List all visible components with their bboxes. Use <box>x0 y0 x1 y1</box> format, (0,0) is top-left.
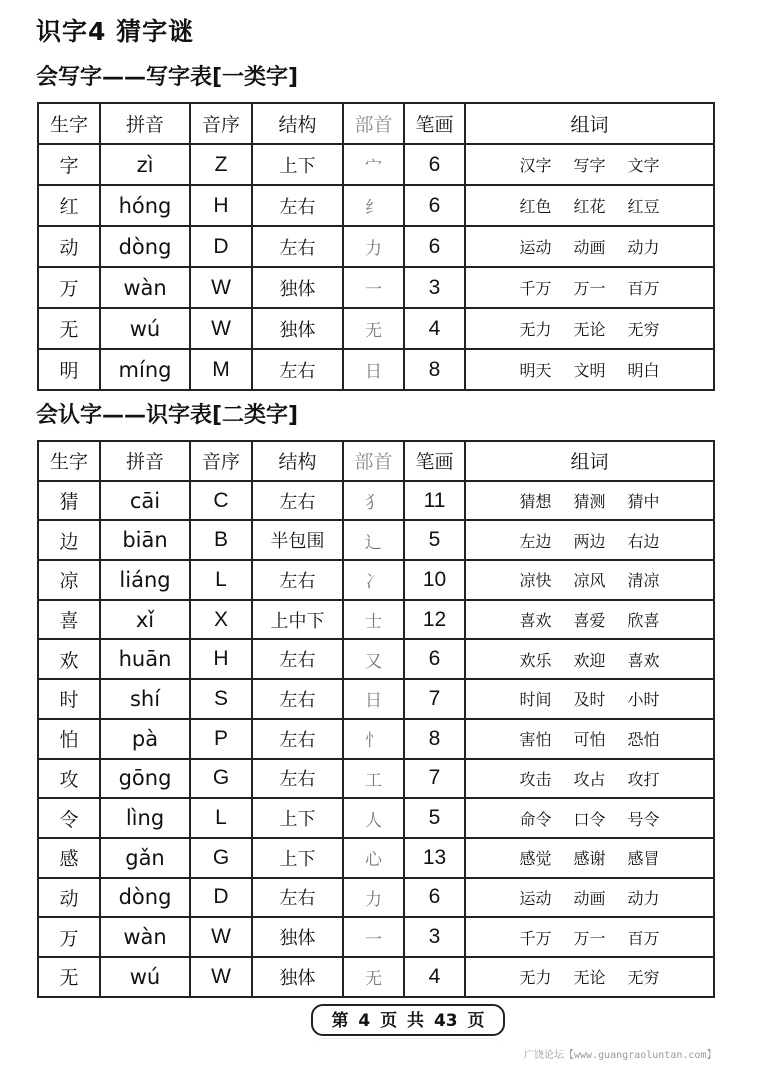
word-group-cell <box>465 560 714 600</box>
table-row <box>38 679 714 719</box>
word-item: 及时 <box>573 690 606 710</box>
initial-letter-cell: G <box>190 759 252 799</box>
table-row <box>38 560 714 600</box>
radical-cell: 犭 <box>343 481 404 521</box>
character-cell: 怕 <box>38 719 100 759</box>
pinyin-cell: pà <box>100 719 190 759</box>
pinyin-cell: shí <box>100 679 190 719</box>
initial-letter-cell: D <box>190 878 252 918</box>
word-item: 千万 <box>519 928 552 948</box>
word-item: 攻打 <box>627 769 660 789</box>
initial-letter-cell: B <box>190 520 252 560</box>
initial-letter-cell: D <box>190 226 252 267</box>
structure-cell: 独体 <box>252 917 343 957</box>
column-header-structure: 结构 <box>252 103 343 144</box>
stroke-count-cell: 8 <box>404 719 465 759</box>
word-item: 攻占 <box>573 769 606 789</box>
pinyin-cell: gōng <box>100 759 190 799</box>
word-item: 猜想 <box>519 492 552 512</box>
stroke-count-cell: 8 <box>404 349 465 390</box>
section-title-write: 会写字——写字表[一类字] <box>36 65 299 90</box>
radical-cell: 冫 <box>343 560 404 600</box>
structure-cell: 上下 <box>252 144 343 185</box>
stroke-count-cell: 12 <box>404 600 465 640</box>
word-item: 号令 <box>627 809 660 829</box>
structure-cell: 左右 <box>252 679 343 719</box>
word-item: 红豆 <box>627 197 660 216</box>
word-item: 清凉 <box>627 571 660 591</box>
character-cell: 无 <box>38 308 100 349</box>
column-header-char: 生字 <box>38 441 100 481</box>
table-row <box>38 957 714 997</box>
column-header-radical: 部首 <box>343 103 404 144</box>
pinyin-cell: xǐ <box>100 600 190 640</box>
word-item: 两边 <box>573 531 606 551</box>
word-item: 欢迎 <box>573 650 606 670</box>
initial-letter-cell: X <box>190 600 252 640</box>
word-item: 写字 <box>573 156 606 175</box>
column-header-words: 组词 <box>465 103 714 144</box>
word-group-cell <box>465 759 714 799</box>
write-characters-table <box>37 102 715 391</box>
initial-letter-cell: P <box>190 719 252 759</box>
radical-cell: 力 <box>343 226 404 267</box>
stroke-count-cell: 7 <box>404 679 465 719</box>
character-cell: 明 <box>38 349 100 390</box>
table-row <box>38 349 714 390</box>
structure-cell: 左右 <box>252 639 343 679</box>
structure-cell: 上下 <box>252 838 343 878</box>
word-item: 欣喜 <box>627 611 660 631</box>
pinyin-cell: wú <box>100 957 190 997</box>
table-header-row <box>38 441 714 481</box>
structure-cell: 半包围 <box>252 520 343 560</box>
structure-cell: 上下 <box>252 798 343 838</box>
pinyin-cell: huān <box>100 639 190 679</box>
table-row <box>38 267 714 308</box>
structure-cell: 左右 <box>252 185 343 226</box>
radical-cell: 一 <box>343 917 404 957</box>
word-group-cell <box>465 639 714 679</box>
stroke-count-cell: 10 <box>404 560 465 600</box>
radical-cell: 辶 <box>343 520 404 560</box>
radical-cell: 日 <box>343 679 404 719</box>
pinyin-cell: lìng <box>100 798 190 838</box>
page-title: 识字4 猜字谜 <box>36 17 195 46</box>
word-item: 命令 <box>519 809 552 829</box>
column-header-char: 生字 <box>38 103 100 144</box>
structure-cell: 上中下 <box>252 600 343 640</box>
table-row <box>38 481 714 521</box>
radical-cell: 无 <box>343 957 404 997</box>
word-item: 无论 <box>573 968 606 988</box>
character-cell: 欢 <box>38 639 100 679</box>
word-item: 猜中 <box>627 492 660 512</box>
word-item: 感觉 <box>519 849 552 869</box>
word-group-cell <box>465 600 714 640</box>
table-row <box>38 838 714 878</box>
word-item: 文字 <box>627 156 660 175</box>
character-cell: 时 <box>38 679 100 719</box>
character-cell: 边 <box>38 520 100 560</box>
stroke-count-cell: 3 <box>404 917 465 957</box>
initial-letter-cell: H <box>190 185 252 226</box>
character-cell: 凉 <box>38 560 100 600</box>
radical-cell: 宀 <box>343 144 404 185</box>
word-item: 明白 <box>627 361 660 380</box>
table-row <box>38 719 714 759</box>
radical-cell: 一 <box>343 267 404 308</box>
word-group-cell <box>465 917 714 957</box>
table-row <box>38 144 714 185</box>
word-item: 左边 <box>519 531 552 551</box>
radical-cell: 日 <box>343 349 404 390</box>
word-item: 恐怕 <box>627 730 660 750</box>
structure-cell: 独体 <box>252 267 343 308</box>
pinyin-cell: hóng <box>100 185 190 226</box>
initial-letter-cell: G <box>190 838 252 878</box>
word-item: 喜爱 <box>573 611 606 631</box>
word-item: 可怕 <box>573 730 606 750</box>
column-header-strokes: 笔画 <box>404 441 465 481</box>
character-cell: 攻 <box>38 759 100 799</box>
character-cell: 万 <box>38 267 100 308</box>
word-item: 害怕 <box>519 730 552 750</box>
initial-letter-cell: H <box>190 639 252 679</box>
structure-cell: 左右 <box>252 759 343 799</box>
page-indicator: 第 4 页 共 43 页 <box>311 1004 505 1036</box>
radical-cell: 人 <box>343 798 404 838</box>
character-cell: 无 <box>38 957 100 997</box>
word-item: 凉快 <box>519 571 552 591</box>
word-item: 万一 <box>573 279 606 298</box>
structure-cell: 独体 <box>252 957 343 997</box>
stroke-count-cell: 4 <box>404 957 465 997</box>
word-item: 百万 <box>627 279 660 298</box>
word-item: 动画 <box>573 238 606 257</box>
word-group-cell <box>465 520 714 560</box>
character-cell: 喜 <box>38 600 100 640</box>
word-item: 无力 <box>519 320 552 339</box>
word-item: 无论 <box>573 320 606 339</box>
pinyin-cell: cāi <box>100 481 190 521</box>
stroke-count-cell: 11 <box>404 481 465 521</box>
initial-letter-cell: W <box>190 267 252 308</box>
section-title-recognize: 会认字——识字表[二类字] <box>36 403 299 428</box>
stroke-count-cell: 6 <box>404 226 465 267</box>
pinyin-cell: wàn <box>100 917 190 957</box>
word-group-cell <box>465 481 714 521</box>
word-item: 无穷 <box>627 320 660 339</box>
word-item: 喜欢 <box>627 650 660 670</box>
initial-letter-cell: L <box>190 560 252 600</box>
word-group-cell <box>465 957 714 997</box>
column-header-structure: 结构 <box>252 441 343 481</box>
radical-cell: 工 <box>343 759 404 799</box>
recognize-characters-table <box>37 440 715 998</box>
column-header-pinyin: 拼音 <box>100 103 190 144</box>
watermark: 广饶论坛【www.guangraoluntan.com】 <box>524 1050 717 1061</box>
word-group-cell <box>465 185 714 226</box>
structure-cell: 左右 <box>252 349 343 390</box>
table-row <box>38 600 714 640</box>
character-cell: 动 <box>38 226 100 267</box>
word-item: 文明 <box>573 361 606 380</box>
structure-cell: 左右 <box>252 560 343 600</box>
word-item: 凉风 <box>573 571 606 591</box>
radical-cell: 力 <box>343 878 404 918</box>
stroke-count-cell: 6 <box>404 878 465 918</box>
pinyin-cell: liáng <box>100 560 190 600</box>
word-group-cell <box>465 144 714 185</box>
column-header-letter: 音序 <box>190 441 252 481</box>
word-item: 百万 <box>627 928 660 948</box>
word-group-cell <box>465 798 714 838</box>
character-cell: 感 <box>38 838 100 878</box>
word-item: 动力 <box>627 888 660 908</box>
initial-letter-cell: L <box>190 798 252 838</box>
word-item: 动力 <box>627 238 660 257</box>
initial-letter-cell: M <box>190 349 252 390</box>
table-row <box>38 798 714 838</box>
initial-letter-cell: W <box>190 308 252 349</box>
stroke-count-cell: 7 <box>404 759 465 799</box>
word-item: 运动 <box>519 888 552 908</box>
word-item: 时间 <box>519 690 552 710</box>
pinyin-cell: biān <box>100 520 190 560</box>
word-item: 万一 <box>573 928 606 948</box>
column-header-words: 组词 <box>465 441 714 481</box>
radical-cell: 又 <box>343 639 404 679</box>
page-indicator-reflection <box>318 1038 498 1047</box>
initial-letter-cell: Z <box>190 144 252 185</box>
stroke-count-cell: 6 <box>404 144 465 185</box>
stroke-count-cell: 6 <box>404 639 465 679</box>
word-item: 动画 <box>573 888 606 908</box>
word-group-cell <box>465 349 714 390</box>
word-group-cell <box>465 308 714 349</box>
word-item: 感谢 <box>573 849 606 869</box>
word-item: 攻击 <box>519 769 552 789</box>
table-row <box>38 308 714 349</box>
column-header-pinyin: 拼音 <box>100 441 190 481</box>
stroke-count-cell: 5 <box>404 520 465 560</box>
column-header-strokes: 笔画 <box>404 103 465 144</box>
word-item: 千万 <box>519 279 552 298</box>
word-item: 猜测 <box>573 492 606 512</box>
character-cell: 动 <box>38 878 100 918</box>
structure-cell: 左右 <box>252 481 343 521</box>
table-row <box>38 226 714 267</box>
radical-cell: 纟 <box>343 185 404 226</box>
pinyin-cell: míng <box>100 349 190 390</box>
table-row <box>38 759 714 799</box>
word-item: 感冒 <box>627 849 660 869</box>
character-cell: 猜 <box>38 481 100 521</box>
radical-cell: 士 <box>343 600 404 640</box>
initial-letter-cell: C <box>190 481 252 521</box>
table-row <box>38 917 714 957</box>
structure-cell: 左右 <box>252 719 343 759</box>
word-group-cell <box>465 838 714 878</box>
word-group-cell <box>465 679 714 719</box>
radical-cell: 无 <box>343 308 404 349</box>
word-item: 喜欢 <box>519 611 552 631</box>
word-item: 运动 <box>519 238 552 257</box>
word-group-cell <box>465 226 714 267</box>
initial-letter-cell: W <box>190 957 252 997</box>
word-item: 无穷 <box>627 968 660 988</box>
word-item: 欢乐 <box>519 650 552 670</box>
stroke-count-cell: 3 <box>404 267 465 308</box>
word-group-cell <box>465 878 714 918</box>
structure-cell: 左右 <box>252 226 343 267</box>
word-item: 口令 <box>573 809 606 829</box>
structure-cell: 左右 <box>252 878 343 918</box>
radical-cell: 心 <box>343 838 404 878</box>
word-item: 无力 <box>519 968 552 988</box>
pinyin-cell: dòng <box>100 878 190 918</box>
table-row <box>38 185 714 226</box>
pinyin-cell: zì <box>100 144 190 185</box>
word-item: 小时 <box>627 690 660 710</box>
character-cell: 红 <box>38 185 100 226</box>
table-row <box>38 520 714 560</box>
stroke-count-cell: 5 <box>404 798 465 838</box>
word-item: 红色 <box>519 197 552 216</box>
word-group-cell <box>465 267 714 308</box>
word-item: 汉字 <box>519 156 552 175</box>
column-header-radical: 部首 <box>343 441 404 481</box>
initial-letter-cell: W <box>190 917 252 957</box>
column-header-letter: 音序 <box>190 103 252 144</box>
pinyin-cell: wàn <box>100 267 190 308</box>
stroke-count-cell: 13 <box>404 838 465 878</box>
character-cell: 字 <box>38 144 100 185</box>
stroke-count-cell: 4 <box>404 308 465 349</box>
structure-cell: 独体 <box>252 308 343 349</box>
table-header-row <box>38 103 714 144</box>
stroke-count-cell: 6 <box>404 185 465 226</box>
table-row <box>38 639 714 679</box>
pinyin-cell: dòng <box>100 226 190 267</box>
table-row <box>38 878 714 918</box>
character-cell: 令 <box>38 798 100 838</box>
word-item: 红花 <box>573 197 606 216</box>
word-item: 明天 <box>519 361 552 380</box>
word-group-cell <box>465 719 714 759</box>
character-cell: 万 <box>38 917 100 957</box>
word-item: 右边 <box>627 531 660 551</box>
initial-letter-cell: S <box>190 679 252 719</box>
radical-cell: 忄 <box>343 719 404 759</box>
pinyin-cell: wú <box>100 308 190 349</box>
pinyin-cell: gǎn <box>100 838 190 878</box>
